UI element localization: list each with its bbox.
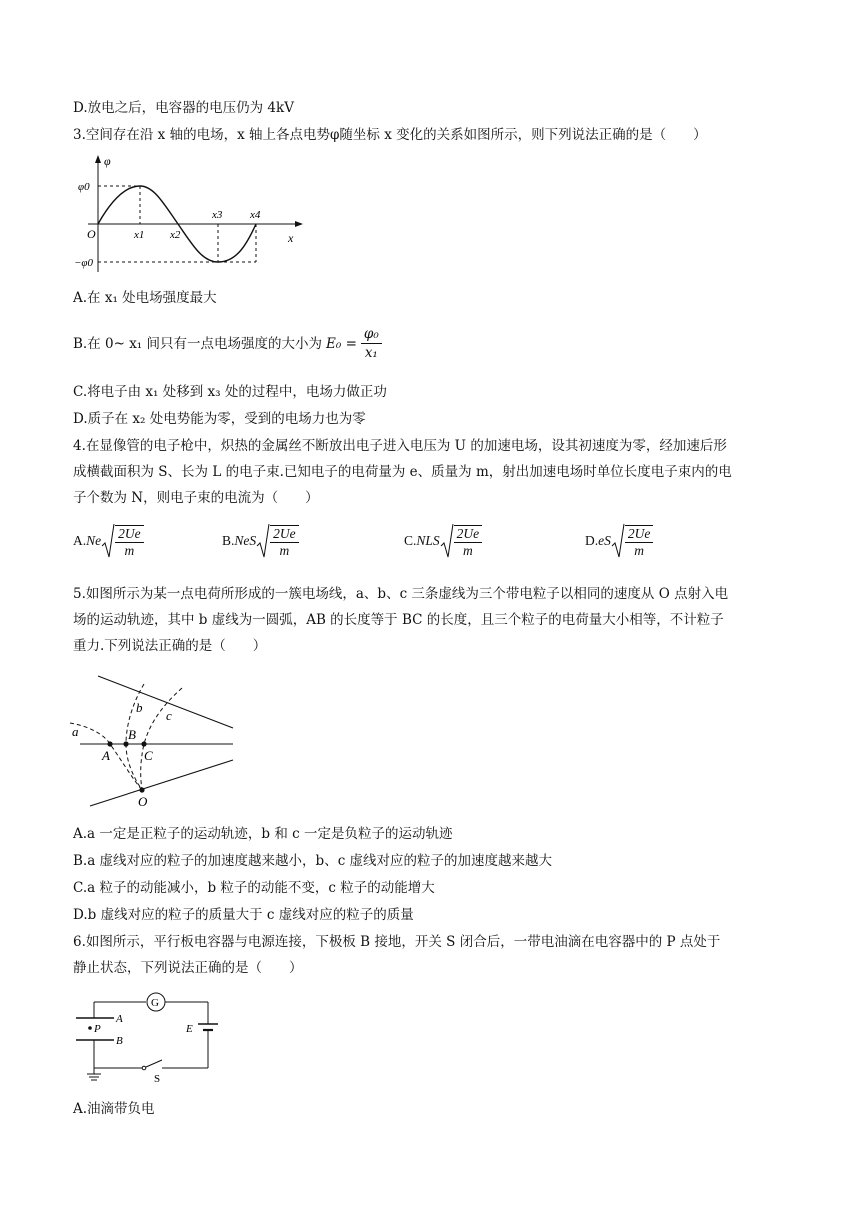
q6-label-B: B bbox=[116, 1035, 123, 1047]
q4-option-a-label: A. bbox=[73, 533, 87, 548]
q6-stem-line1: 6.如图所示，平行板电容器与电源连接，下极板 B 接地，开关 S 闭合后，一带电油滴在电容器中的 P 点处于 bbox=[73, 934, 721, 950]
q4-option-c-fraction bbox=[454, 525, 483, 559]
q3-option-d: D.质子在 x₂ 处电势能为零，受到的电场力也为零 bbox=[73, 411, 366, 427]
q4-option-b-den: m bbox=[279, 543, 290, 558]
q4-option-d-coef: eS bbox=[598, 533, 611, 548]
q4-option-d-fraction bbox=[625, 525, 654, 559]
q4-stem-line3: 子个数为 N，则电子束的电流为（ ） bbox=[73, 490, 319, 506]
q5-option-b: B.a 虚线对应的粒子的加速度越来越小，b、c 虚线对应的粒子的加速度越来越大 bbox=[73, 853, 553, 869]
q4-option-a-num: 2Ue bbox=[115, 526, 144, 543]
q3-x-label: x bbox=[288, 231, 294, 245]
q3-phi0-label: φ0 bbox=[78, 181, 90, 193]
q3-option-a: A.在 x₁ 处电场强度最大 bbox=[73, 290, 217, 306]
q5-stem-line3: 重力.下列说法正确的是（ ） bbox=[73, 638, 267, 654]
q4-option-c-label: C. bbox=[404, 533, 417, 548]
q3-potential-graph bbox=[74, 152, 308, 277]
q6-label-P: P bbox=[94, 1023, 101, 1035]
q3-option-b-den: x₁ bbox=[364, 345, 378, 361]
q3-negphi0-label: −φ0 bbox=[74, 257, 94, 269]
q4-option-d-num: 2Ue bbox=[625, 526, 654, 543]
q6-label-G: G bbox=[151, 997, 159, 1009]
q4-option-c-num: 2Ue bbox=[454, 526, 483, 543]
q5-field-lines-figure bbox=[68, 668, 243, 810]
q4-option-a-coef: Ne bbox=[86, 533, 102, 548]
q3-phi-label: φ bbox=[104, 154, 111, 168]
q4-option-a-radical bbox=[101, 522, 115, 560]
q3-origin-label: O bbox=[87, 227, 96, 241]
q6-option-a: A.油滴带负电 bbox=[73, 1101, 155, 1117]
q4-option-c-coef: NLS bbox=[416, 533, 440, 548]
q3-x2-label: x2 bbox=[170, 229, 181, 241]
q3-x3-label: x3 bbox=[212, 209, 223, 221]
q4-option-b-num: 2Ue bbox=[270, 526, 299, 543]
q5-label-A: A bbox=[102, 748, 110, 763]
q2-option-d: D.放电之后，电容器的电压仍为 4kV bbox=[73, 100, 294, 116]
q6-label-A: A bbox=[116, 1013, 123, 1025]
q5-label-c: c bbox=[166, 708, 172, 723]
q3-option-b-lhs: E₀ = bbox=[326, 335, 357, 352]
q5-option-a: A.a 一定是正粒子的运动轨迹，b 和 c 一定是负粒子的运动轨迹 bbox=[73, 826, 453, 842]
q5-stem-line1: 5.如图所示为某一点电荷所形成的一簇电场线，a、b、c 三条虚线为三个带电粒子以相同的速度从 O 点射入电 bbox=[73, 586, 729, 602]
q5-label-O: O bbox=[138, 794, 148, 809]
q4-option-c-radical bbox=[440, 522, 454, 560]
q3-option-c: C.将电子由 x₁ 处移到 x₃ 处的过程中，电场力做正功 bbox=[73, 384, 387, 400]
q4-option-d-den: m bbox=[634, 543, 644, 558]
q5-option-d: D.b 虚线对应的粒子的质量大于 c 虚线对应的粒子的质量 bbox=[73, 907, 414, 923]
q4-stem-line1: 4.在显像管的电子枪中，炽热的金属丝不断放出电子进入电压为 U 的加速电场，设其初速度为零，经加速后形 bbox=[73, 438, 727, 454]
q4-option-c bbox=[404, 522, 482, 560]
q5-option-c: C.a 粒子的动能减小，b 粒子的动能不变，c 粒子的动能增大 bbox=[73, 880, 435, 896]
q4-option-d-label: D. bbox=[585, 533, 599, 548]
q3-x1-label: x1 bbox=[134, 229, 145, 241]
q3-stem: 3.空间存在沿 x 轴的电场，x 轴上各点电势φ随坐标 x 变化的关系如图所示，则下列说法正确的是（ ） bbox=[73, 127, 707, 143]
q4-option-b-radical bbox=[256, 522, 270, 560]
q5-label-C: C bbox=[144, 748, 153, 763]
q4-option-a-den: m bbox=[124, 543, 135, 558]
q5-label-a: a bbox=[72, 724, 79, 739]
q6-label-S: S bbox=[154, 1073, 161, 1085]
q4-stem-line2: 成横截面积为 S、长为 L 的电子束.已知电子的电荷量为 e、质量为 m，射出加速电场时单位长度电子束内的电 bbox=[73, 464, 732, 480]
q6-stem-line2: 静止状态，下列说法正确的是（ ） bbox=[73, 960, 303, 976]
q3-option-b bbox=[73, 325, 382, 362]
q4-option-c-den: m bbox=[463, 543, 473, 558]
q6-circuit-figure bbox=[70, 988, 220, 1088]
q4-option-d-radical bbox=[611, 522, 625, 560]
q5-stem-line2: 场的运动轨迹，其中 b 虚线为一圆弧，AB 的长度等于 BC 的长度，且三个粒子的电荷量大小相等，不计粒子 bbox=[73, 612, 724, 628]
q3-x4-label: x4 bbox=[250, 209, 261, 221]
q3-option-b-num: φ₀ bbox=[361, 325, 382, 344]
q5-label-b: b bbox=[136, 700, 143, 715]
q4-option-b bbox=[222, 522, 299, 560]
q6-label-E: E bbox=[186, 1023, 193, 1035]
q5-label-B: B bbox=[128, 727, 136, 742]
q4-option-a bbox=[73, 522, 144, 560]
q3-option-b-text: B.在 0~ x₁ 间只有一点电场强度的大小为 bbox=[73, 335, 323, 352]
q3-option-b-fraction bbox=[361, 325, 382, 362]
q4-option-d bbox=[585, 522, 653, 560]
q4-option-b-coef: NeS bbox=[234, 533, 257, 548]
q4-option-b-fraction bbox=[270, 525, 299, 559]
q4-option-a-fraction bbox=[115, 525, 144, 559]
q4-option-b-label: B. bbox=[222, 533, 235, 548]
